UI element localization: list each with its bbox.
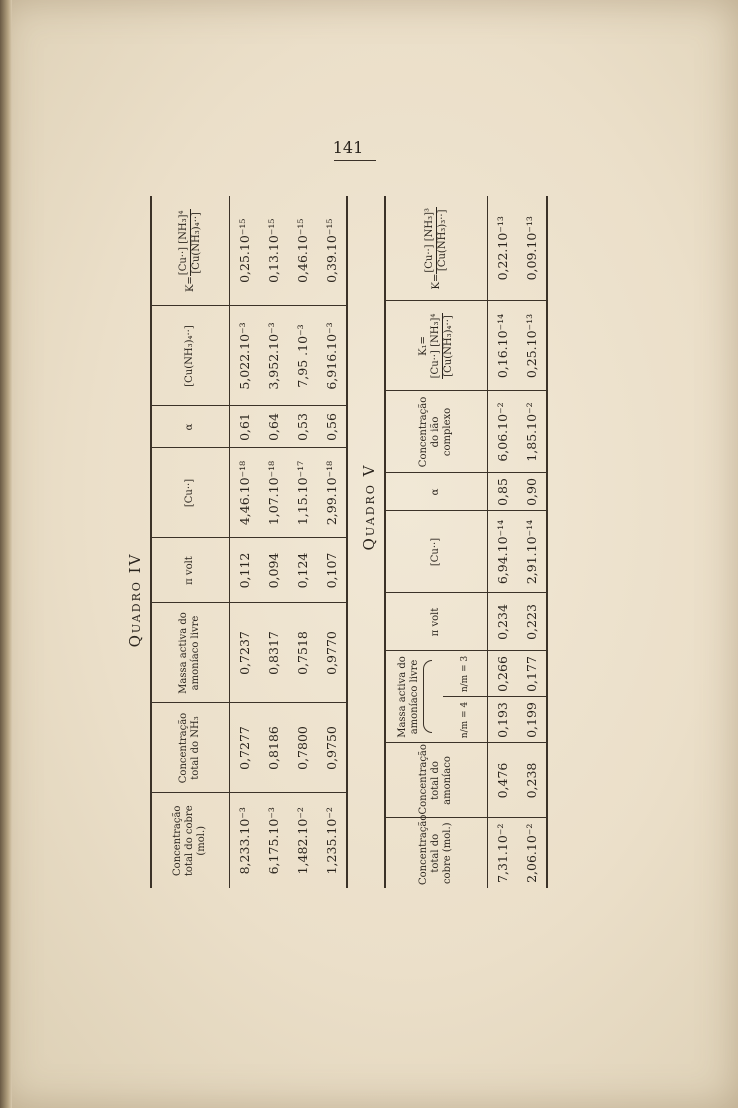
- q5-k1-denominator: [Cu(NH₃)₄··]: [442, 315, 454, 377]
- table-cell: 0,7237: [229, 603, 259, 703]
- table-cell: 2,06.10⁻²: [517, 818, 547, 888]
- page-number: 141: [332, 138, 364, 157]
- table-cell: 0,9750: [317, 703, 347, 793]
- table-cell: 0,85: [487, 473, 517, 511]
- q5-massa-activa-label: Massa activa do amoníaco livre: [397, 656, 420, 738]
- table-cell: 0,7518: [288, 603, 317, 703]
- q5-k-denominator: [Cu(NH₃)₃··]: [436, 209, 448, 272]
- q5-header-pi-volt: π volt: [385, 593, 487, 651]
- table-cell: 0,193: [487, 697, 517, 743]
- table-cell: 1,482.10⁻²: [288, 793, 317, 888]
- table-cell: 6,06.10⁻²: [487, 391, 517, 473]
- quadro-v-title: Quadro V: [360, 463, 378, 551]
- q4-header-k: [151, 196, 229, 306]
- table-cell: 0,61: [229, 406, 259, 448]
- table-cell: 0,22.10⁻¹³: [494, 216, 510, 281]
- quadro-iv-body: [229, 196, 347, 888]
- table-cell: 0,107: [317, 538, 347, 603]
- q4-header-conc-nh3: Concentração total do NH₃: [151, 703, 229, 793]
- quadro-iv-table: [150, 196, 348, 888]
- table-cell: 0,234: [487, 593, 517, 651]
- q5-k1-label: K₁=: [417, 336, 429, 356]
- table-cell: 5,022.10⁻³: [229, 306, 259, 406]
- q5-header-conc-amon: Concentração total do amoníaco: [385, 743, 487, 818]
- quadro-iv-table-wrapper: [150, 196, 348, 888]
- quadro-v-table: [384, 196, 548, 888]
- table-cell: 0,238: [517, 743, 547, 818]
- table-cell: 0,177: [517, 651, 547, 697]
- quadro-v-body: [487, 196, 547, 888]
- table-cell: 6,916.10⁻³: [317, 306, 347, 406]
- q4-header-cu-nh3-4: [Cu(NH₃)₄··]: [151, 306, 229, 406]
- page-number-rule: [334, 160, 376, 161]
- table-row: [517, 196, 547, 888]
- q5-k1-numerator: [Cu··] [NH₃]⁴: [429, 313, 441, 379]
- table-cell: 0,124: [288, 538, 317, 603]
- quadro-iv-title: Quadro IV: [126, 552, 144, 648]
- q4-header-pi-volt: π volt: [151, 538, 229, 603]
- table-cell: 6,175.10⁻³: [259, 793, 288, 888]
- q5-header-k1: [385, 301, 487, 391]
- table-cell: 0,112: [229, 538, 259, 603]
- table-row: [487, 196, 517, 888]
- table-cell: 0,094: [259, 538, 288, 603]
- q5-header-n-m-4: n/m = 4: [443, 697, 487, 743]
- table-cell: 2,91.10⁻¹⁴: [517, 511, 547, 593]
- table-cell: 2,99.10⁻¹⁸: [317, 448, 347, 538]
- table-cell: 0,223: [517, 593, 547, 651]
- q5-header-conc-cobre: Concentração total do cobre (mol.): [385, 818, 487, 888]
- table-cell: 0,9770: [317, 603, 347, 703]
- q4-k-denominator: [Cu(NH₃)₄··]: [190, 212, 202, 274]
- q5-k-numerator: [Cu··] [NH₃]³: [423, 207, 435, 273]
- table-cell: 0,09.10⁻¹³: [523, 216, 539, 281]
- q5-header-cu: [Cu··]: [385, 511, 487, 593]
- table-cell: 8,233.10⁻³: [229, 793, 259, 888]
- table-cell: 1,85.10⁻²: [517, 391, 547, 473]
- table-cell: 0,25.10⁻¹³: [517, 301, 547, 391]
- q4-header-conc-cobre: Concentração total do cobre (mol.): [151, 793, 229, 888]
- table-cell: 0,46.10⁻¹⁵: [294, 218, 310, 283]
- q4-k-label: K=: [184, 276, 196, 293]
- table-cell: 1,07.10⁻¹⁸: [259, 448, 288, 538]
- table-cell: 0,8317: [259, 603, 288, 703]
- table-cell: 0,199: [517, 697, 547, 743]
- q4-k-fraction: [178, 209, 203, 276]
- q5-k-label: K=: [430, 273, 442, 290]
- book-spine-edge: [0, 0, 12, 1108]
- table-row: [288, 196, 317, 888]
- table-cell: 1,235.10⁻²: [317, 793, 347, 888]
- table-cell: 1,15.10⁻¹⁷: [288, 448, 317, 538]
- quadro-v-table-wrapper: [384, 196, 548, 888]
- table-cell: 0,7277: [229, 703, 259, 793]
- table-cell: 0,39.10⁻¹⁵: [323, 218, 339, 283]
- table-cell: 6,94.10⁻¹⁴: [487, 511, 517, 593]
- q5-massa-brace: [423, 660, 432, 733]
- table-cell: 0,25.10⁻¹⁵: [236, 218, 252, 283]
- table-cell: 0,8186: [259, 703, 288, 793]
- q4-k-numerator: [Cu··] [NH₃]⁴: [177, 210, 189, 276]
- table-row: [317, 196, 347, 888]
- q5-header-conc-ion: Concentração do ião complexo: [385, 391, 487, 473]
- q5-header-alpha: α: [385, 473, 487, 511]
- table-cell: 0,13.10⁻¹⁵: [265, 218, 281, 283]
- table-cell: 0,56: [317, 406, 347, 448]
- q5-header-k: [385, 196, 487, 301]
- table-cell: 0,90: [517, 473, 547, 511]
- table-cell: 3,952.10⁻³: [259, 306, 288, 406]
- table-row: [259, 196, 288, 888]
- q4-header-massa-activa: Massa activa do amoníaco livre: [151, 603, 229, 703]
- table-cell: 0,7800: [288, 703, 317, 793]
- table-cell: 0,476: [487, 743, 517, 818]
- table-cell: 0,53: [288, 406, 317, 448]
- table-cell: 0,16.10⁻¹⁴: [487, 301, 517, 391]
- table-cell: 0,64: [259, 406, 288, 448]
- q4-header-alpha: α: [151, 406, 229, 448]
- table-cell: 7,95 .10⁻³: [288, 306, 317, 406]
- table-cell: 0,266: [487, 651, 517, 697]
- q5-k1-fraction: [430, 313, 455, 380]
- q5-header-massa-activa: [385, 651, 443, 743]
- table-cell: 7,31.10⁻²: [487, 818, 517, 888]
- table-row: [229, 196, 259, 888]
- q5-k-fraction: [424, 207, 449, 274]
- q5-header-n-m-3: n/m = 3: [443, 651, 487, 697]
- table-cell: 4,46.10⁻¹⁸: [229, 448, 259, 538]
- q4-header-cu: [Cu··]: [151, 448, 229, 538]
